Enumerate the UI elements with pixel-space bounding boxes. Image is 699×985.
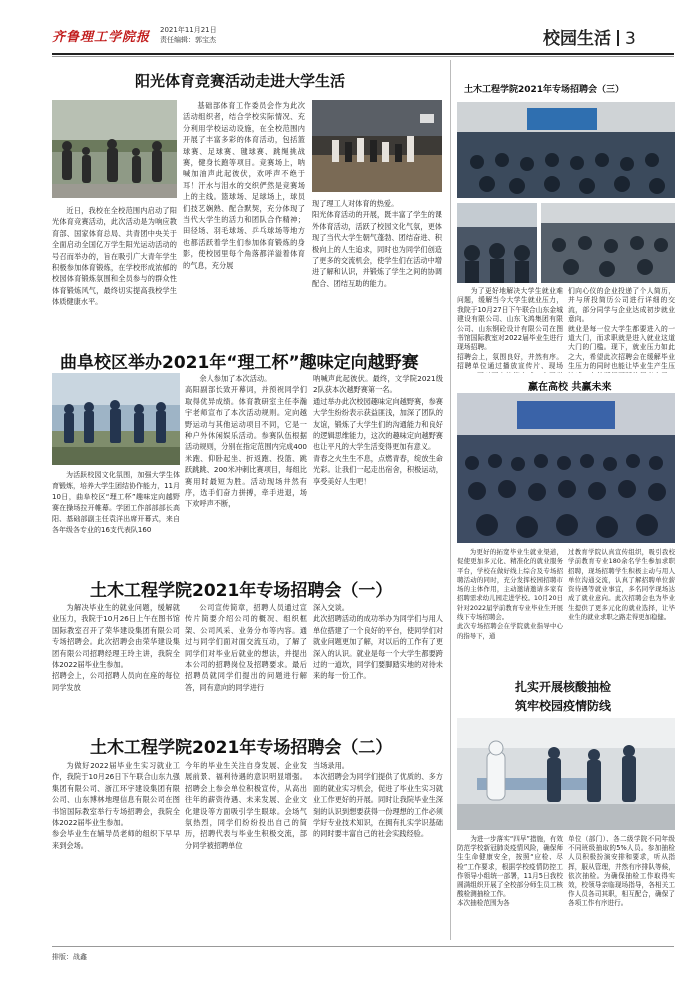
sports-col3: 现了理工人对体育的热爱。 阳光体育活动的开展，既丰富了学生的课外体育活动，活跃了校园文化气氛，更体现了当代大学生朝气蓬勃、团结奋进、积极向上的人生追求，同时也为同学们创造了更多的交流机会，使学生们在活动中增进了解和认识，并锻炼了学生之间的协调配合、团结互助的能力。	[312, 199, 442, 288]
job-fair-2-col2: 今年的毕业生关注自身发展、企业发展前景、福利待遇的意识明显增强。招聘会上参会单位积极宣传，从高出往年的薪资待遇、未来发展、企业文化建设等方面吸引学生眼球。会场气氛热烈，同学们纷纷投出自己的简历，招聘代表与毕业生积极交流，部分同学被招聘单位	[185, 761, 307, 850]
typesetter-credit: 排版：战鑫	[52, 953, 87, 961]
career-title: 赢在高校 共赢未来	[528, 382, 612, 393]
section-divider	[617, 30, 619, 46]
job-fair-1-col1: 为解决毕业生的就业问题，缓解就业压力，我院于10月26日上午在图书馆国际教室召开了荣华建设集团有限公司专场招聘会。此次招聘会由荣华建设集团有限公司招聘经理王玲主讲，我院全体2022届毕业生参加。 招聘会上，公司招聘人员向在座的每位同学发放	[52, 603, 180, 692]
sports-col1: 近日，我校在全校范围内启动了阳光体育竞赛活动，此次活动是为响应教育部、国家体育总局、共青团中央关于全面启动全国亿万学生阳光运动活动的号召而举办的，旨在吸引广大青年学生积极参加体育锻炼，在学校形成浓郁的校园体育锻炼氛围和全员参与的群众性体育锻炼风气，最终切实提高我校学生体质健康水平。	[52, 206, 177, 307]
header-rule-thin	[52, 56, 674, 57]
career-col1: 为更好的拓宽毕业生就业渠道，促使更加多元化、精准化的就业服务平台，学校在做好线上综合及专场招聘活动的同时，充分发挥校园招聘市场的主体作用，主动邀请邀请多家有招聘需求幼儿园走进学校。10月20日针对2022届学前教育专业毕业生开展线下专场招聘会。 此次专场招聘会在学院就业指导中心的指导下，通	[457, 548, 563, 640]
job-fair-1-title: 土木工程学院2021年专场招聘会（一）	[90, 581, 393, 601]
covid-photo	[457, 718, 675, 830]
job-fair-2-title: 土木工程学院2021年专场招聘会（二）	[90, 738, 393, 758]
job-fair-3-photo-3	[541, 203, 675, 283]
job-fair-3-col1: 为了更好地解决大学生就业难问题，缓解当今大学生就业压力，我院于10月27日下午联合山东金城建设有限公司、山东飞鸿集团有限公司、山东钢砼设计有限公司在图书馆国际教室对2022届毕业生进行现场招聘。 招聘会上，氛围良好，井然有序。招聘单位通过播放宣传片、现场	[457, 287, 563, 371]
sports-col2: 基础部体育工作委员会作为此次活动组织者，结合学校实际情况、充分利用学校运动设施，在全校范围内开展了丰富多彩的体育活动，包括篮球赛、足球赛、毽球赛、跳绳挑战赛，健身长跑等项目。竞赛场上，呐喊加油声此起彼伏，欢呼声不绝于耳！汗水与泪水的交织俨然是竞赛场上的主线。篮球场、足球场上，球员们技艺娴熟、配合默契，充分体现了当代大学生的活力和团队合作精神；田径场、羽毛球场、乒乓球场等地方也都活跃着学生们参加体育锻炼的身影，使校园里每个角落都洋溢着体育的气息，充分展	[183, 101, 305, 270]
covid-title-line1: 扎实开展核酸抽检	[515, 680, 612, 694]
job-fair-1-col3: 深入交谈。 此次招聘活动的成功举办为同学们与用人单位搭建了一个良好的平台，使同学们对就业问题更加了解，对以后的工作有了更深入的认识。就业是每一个大学生都要跨过的一道坎，同学们要脚踏实地的对待未来的每一份工作。	[313, 603, 443, 681]
sports-photo	[52, 100, 177, 198]
orienteering-caption: 为活跃校园文化氛围，加强大学生体育锻炼，培养大学生团结协作能力，11月10日，曲阜校区“理工杯”趣味定向越野赛在操场拉开帷幕。学团工作部部部长高阳、基础部副主任袁洋出席开幕式，来自各年级各专业的16支代表队160	[52, 471, 180, 534]
job-fair-3-photo-2	[457, 203, 537, 283]
editor-credit: 责任编辑：郭宝杰	[160, 36, 216, 44]
covid-col2: 单位（部门）、各二级学院不同年级不同班级抽取的5%人员。参加抽检人员积极扮演安排和要求，听从指挥，服从管理，井然有序排队等候，依次抽检。为确保抽检工作取得实效，校领导亲临现场指导，各相关工作人员各司其职，相互配合，确保了各项工作有序进行。	[568, 835, 675, 908]
issue-date: 2021年11月21日	[160, 26, 217, 34]
career-photo	[457, 393, 675, 543]
job-fair-3-photo-1	[457, 102, 675, 198]
header-rule	[52, 53, 674, 55]
masthead-logo: 齐鲁理工学院报	[52, 30, 151, 45]
career-col2: 过教育学院认真宣传组织，吸引我校学前教育专业180余名学生参加求职招聘，现场招聘学生积极主动与用人单位沟通交流，认真了解招聘单位薪资待遇等就业事宜，多名同学现场达成了就业意向。此次招聘会也为毕业生提供了更多元化的就业选择，让毕业生的就业求职之路走得更加稳健。	[568, 548, 675, 622]
job-fair-2-col3: 当场录用。 本次招聘会为同学们提供了优质的、多方面的就业实习机会，促进了毕业生实习就业工作更好的开展。同时让我院毕业生深刻的认识到想要获得一份理想的工作必须学好专业技术知识，在拥有扎实学识基础的同时要丰富自己的社会实践经验。	[313, 761, 443, 839]
orienteering-title: 曲阜校区举办2021年“理工杯”趣味定向越野赛	[60, 353, 419, 373]
job-fair-2-col1: 为做好2022届毕业生实习就业工作，我院于10月26日下午联合山东九强集团有限公司、浙江环宇建设集团有限公司、山东博林地理信息有限公司在图书馆国际教室举行专场招聘会，我院全体2022届毕业生参加。 参会毕业生在辅导员老师的组织下早早来到会场。	[52, 761, 180, 850]
basketball-photo	[312, 100, 442, 192]
orienteering-photo	[52, 373, 180, 465]
covid-title-line2: 筑牢校园疫情防线	[515, 699, 612, 713]
section-name: 校园生活	[543, 29, 611, 49]
column-divider	[450, 60, 451, 940]
page-number: 3	[625, 29, 636, 49]
footer-rule	[52, 946, 674, 947]
job-fair-1-col2: 公司宣传简章，招聘人员通过宣传片简要介绍公司的概况、组织框架、公司风采、业务分布等内容。通过与同学们面对面交流互动，了解了同学们对毕业后就业的想法，并提出本公司的招聘岗位及招聘要求。最后招聘员就同学们提出的问题进行解答，同有意向的同学进行	[185, 603, 307, 692]
section-heading	[543, 24, 636, 49]
issue-info	[160, 25, 217, 45]
orienteering-col3: 呐喊声此起彼伏。最终，文学院2021级2队获本次越野赛第一名。 通过举办此次校园趣味定向越野赛，参赛大学生纷纷表示获益匪浅，加深了团队的友谊，锻炼了大学生们的沟通能力和良好的逻辑思维能力，这次的趣味定向越野赛也让平凡的大学生活变得更加有意义。 青春之火生生不息，点燃青春，绽放生命光彩。让我们一起走出宿舍，积极运动，享受美好人生吧！	[313, 374, 443, 486]
covid-col1: 为进一步落实“四早”措施，有效防范学校新冠肺炎疫情风险，确保师生生命健康安全，按照“应检、尽检”工作要求，根据学校疫情防控工作领导小组统一部署，11月5日我校圆满组织开展了全校部分师生员工核酸检测抽检工作。 本次抽检范围为各	[457, 835, 563, 908]
job-fair-3-col2: 们向心仪的企业投递了个人简历，并与所投简历公司进行详细的交流，部分同学与企业达成初步就业意向。 就业是每一位大学生都要进入的一道大门，而求职就是进入就业这道大门的门槛。现下，就业压力如此之大，希望此次招聘会在缓解毕业生压力的同时也能让毕业生产生压	[568, 287, 675, 371]
job-fair-3-title: 土木工程学院2021年专场招聘会（三）	[464, 85, 625, 95]
sports-title: 阳光体育竞赛活动走进大学生活	[135, 72, 346, 90]
orienteering-col2: 余人参加了本次活动。 高阳副部长致开幕词，并预祝同学们取得优异成绩。体育教研室主任李瀚宇老师宣布了本次活动规则。定向越野运动与其他运动项目不同，它是一种户外休闲娱乐活动。参赛队伍根据活动规则，分别在指定范围内完成400米跑、仰卧起坐、折返跑、投篮、跳跃跳跳、200米冲刺比赛项目，每组比赛用时最短为胜。活动现场井然有序，选手们奋力拼搏，牵手进退，场下欢呼声不断，	[185, 374, 307, 509]
